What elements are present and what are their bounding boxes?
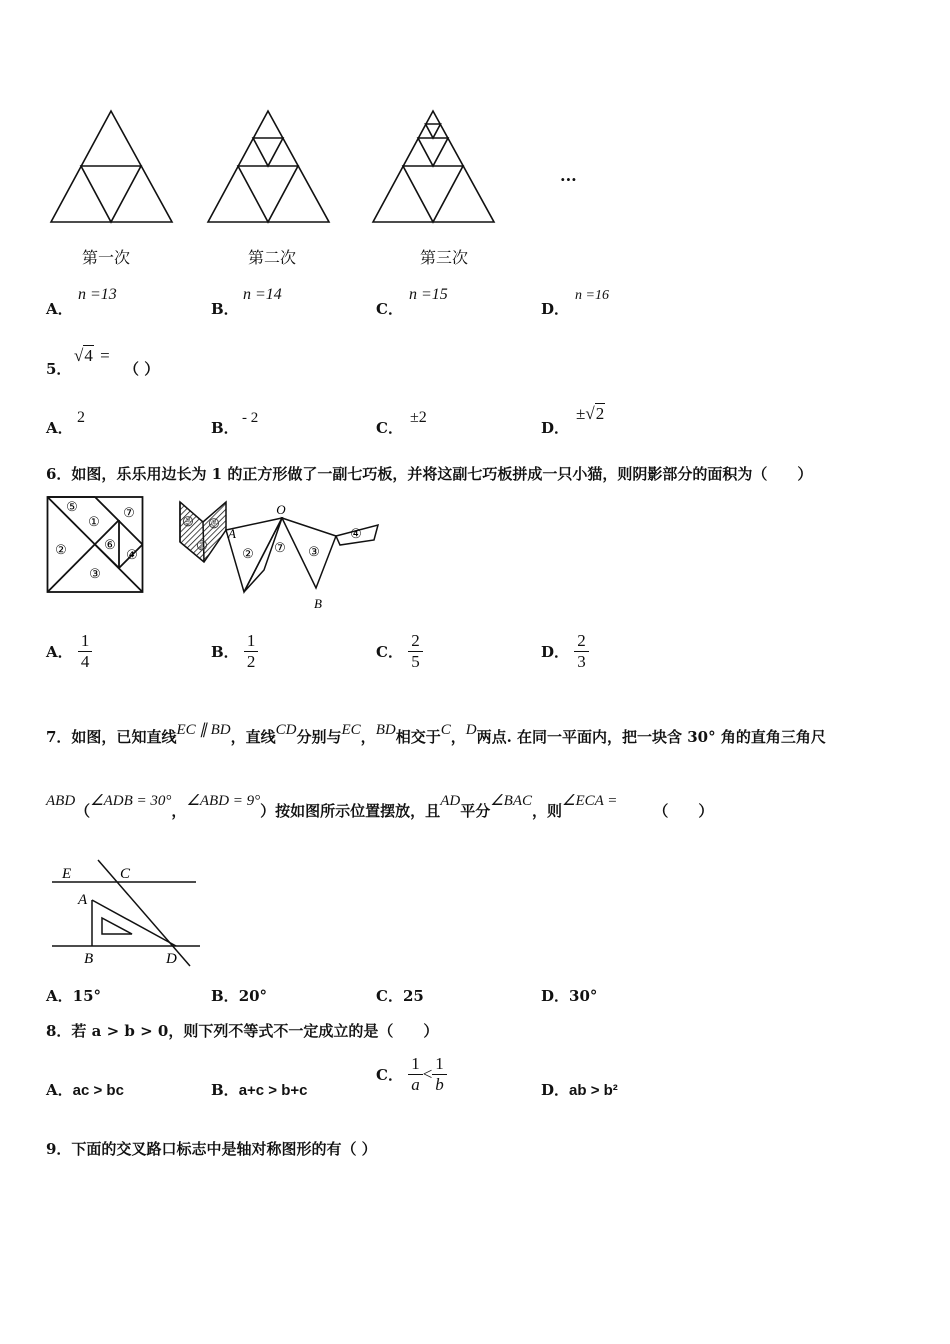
numerator: 1 <box>78 631 93 652</box>
square-label-2: ② <box>55 542 67 557</box>
math: ∠ECA = <box>562 793 618 809</box>
point-B: B <box>314 596 322 611</box>
q8-stem: 8．若 a > b > 0，则下列不等式不一定成立的是（ ） <box>46 1022 439 1040</box>
q4-option-b[interactable] <box>211 298 239 319</box>
q5-option-d[interactable] <box>541 417 569 438</box>
label-A: A <box>78 892 88 908</box>
option-letter: A． <box>46 1081 73 1099</box>
less-than: < <box>422 1064 433 1084</box>
cat-label-3: ③ <box>308 544 320 559</box>
q5-option-d-value <box>576 404 605 424</box>
q7-stem-line-1 <box>46 722 826 747</box>
fraction <box>408 631 423 672</box>
q4-option-d-value: n =16 <box>575 288 609 303</box>
q6-option-d[interactable] <box>541 631 589 672</box>
text: ， <box>360 728 376 746</box>
option-text: ac > bc <box>72 1082 124 1099</box>
q6-option-a[interactable] <box>46 631 92 672</box>
math: EC <box>341 722 361 738</box>
option-letter: A． <box>46 987 73 1005</box>
label-D: D <box>166 951 177 967</box>
q6-stem: 6．如图，乐乐用边长为 1 的正方形做了一副七巧板，并将这副七巧板拼成一只小猫，则阴影部分的面积为（ ） <box>46 465 813 483</box>
q7-option-b[interactable] <box>211 985 267 1006</box>
q5-option-b[interactable] <box>211 417 239 438</box>
text: 平分 <box>460 802 491 820</box>
fraction <box>574 631 589 672</box>
q5-radicand: 4 <box>84 346 93 365</box>
q7-option-a[interactable] <box>46 985 101 1006</box>
q9-stem: 9．下面的交叉路口标志中是轴对称图形的有（ ） <box>46 1140 377 1158</box>
denominator: 5 <box>411 652 420 671</box>
label-C: C <box>120 866 131 882</box>
tangram-square <box>46 494 146 594</box>
cat-label-2: ② <box>242 546 254 561</box>
denominator: 4 <box>80 652 90 671</box>
q5-equals: = <box>100 346 110 365</box>
math: ∠ADB = 30° <box>90 793 172 809</box>
option-letter: A． <box>46 419 73 437</box>
fraction-1-over-a <box>408 1054 423 1095</box>
option-letter: C． <box>376 1066 403 1084</box>
q5-number: 5． <box>46 360 72 378</box>
square-label-7: ⑦ <box>123 505 135 520</box>
numerator: 2 <box>408 631 423 652</box>
math: CD <box>275 722 297 738</box>
text: （ ） <box>653 802 714 820</box>
q6-option-b[interactable] <box>211 631 258 672</box>
option-letter: B． <box>211 1081 239 1099</box>
q4-option-b-value: n =14 <box>243 286 282 303</box>
math: D <box>465 722 477 738</box>
caption-second: 第二次 <box>248 248 297 267</box>
point-O: O <box>276 502 286 517</box>
text: ， <box>171 802 187 820</box>
text: ，直线 <box>230 728 276 746</box>
numerator: 1 <box>408 1054 423 1075</box>
math: ABD <box>46 793 76 809</box>
q8-option-d[interactable] <box>541 1079 618 1100</box>
q5-paren: （ ） <box>124 360 160 378</box>
q5-option-a[interactable] <box>46 417 73 438</box>
text: （ <box>75 802 91 820</box>
option-letter: C． <box>376 643 403 661</box>
option-letter: D． <box>541 643 570 661</box>
plus-minus: ± <box>576 404 586 423</box>
q8-option-a[interactable] <box>46 1079 124 1100</box>
q4-option-c[interactable] <box>376 298 403 319</box>
numerator: 1 <box>432 1054 447 1075</box>
cat-label-1: ① <box>196 538 208 553</box>
q8-option-b[interactable] <box>211 1079 308 1100</box>
q7-option-c[interactable] <box>376 985 424 1006</box>
square-label-6: ⑥ <box>104 537 116 552</box>
square-label-4: ④ <box>126 547 138 562</box>
option-letter: D． <box>541 1081 570 1099</box>
option-text: ab > b² <box>569 1082 618 1099</box>
numerator: 1 <box>244 631 259 652</box>
q4-option-d[interactable] <box>541 298 569 319</box>
math: BD <box>375 722 396 738</box>
text: 相交于 <box>395 728 441 746</box>
text: 两点. 在同一平面内，把一块含 30° 角的直角三角尺 <box>476 728 826 746</box>
fraction <box>244 631 259 672</box>
q4-option-c-value: n =15 <box>409 286 448 303</box>
triangle-figure-3 <box>370 108 500 228</box>
radicand: 2 <box>595 404 605 423</box>
option-letter: C． <box>376 987 403 1005</box>
sqrt-symbol: √ <box>585 404 595 423</box>
option-letter: B． <box>211 419 239 437</box>
option-letter: D． <box>541 987 570 1005</box>
q5-option-c-value: ±2 <box>410 409 427 426</box>
math: EC ∥ BD <box>176 722 231 738</box>
q7-figure <box>48 858 208 968</box>
option-letter: B． <box>211 987 239 1005</box>
option-letter: A． <box>46 643 73 661</box>
option-letter: B． <box>211 643 239 661</box>
q8-option-c[interactable] <box>376 1054 447 1095</box>
denominator: a <box>411 1075 420 1094</box>
q7-option-d[interactable] <box>541 985 597 1006</box>
fraction-1-over-b <box>432 1054 447 1095</box>
q5-expression <box>74 346 110 366</box>
math: ∠BAC <box>490 793 532 809</box>
cat-label-6: ⑥ <box>208 516 220 531</box>
text: ）按如图所示位置摆放，且 <box>260 802 441 820</box>
math: ∠ABD = 9° <box>186 793 261 809</box>
cat-label-5: ⑤ <box>182 514 194 529</box>
ellipsis: ... <box>560 166 577 185</box>
tangram-cat <box>178 500 378 612</box>
square-label-5: ⑤ <box>66 499 78 514</box>
math: C <box>440 722 451 738</box>
text: ，则 <box>531 802 562 820</box>
denominator: 3 <box>577 652 586 671</box>
option-letter: D． <box>541 419 570 437</box>
q7-stem-line-2 <box>46 793 714 821</box>
square-label-1: ① <box>88 514 100 529</box>
sqrt-symbol: √ <box>74 346 84 365</box>
q5-option-c[interactable] <box>376 417 403 438</box>
option-letter: A． <box>46 300 73 318</box>
denominator: b <box>435 1075 444 1094</box>
denominator: 2 <box>246 652 256 671</box>
q4-option-a[interactable] <box>46 298 73 319</box>
triangle-figure-1 <box>48 108 178 228</box>
option-text: 30° <box>569 987 598 1005</box>
label-E: E <box>62 866 72 882</box>
option-letter: D． <box>541 300 570 318</box>
option-letter: C． <box>376 300 403 318</box>
math: AD <box>440 793 461 809</box>
caption-first: 第一次 <box>82 248 131 267</box>
cat-label-4: ④ <box>350 526 362 541</box>
q4-option-a-value: n =13 <box>78 286 117 303</box>
fraction <box>78 631 93 672</box>
point-A: A <box>228 526 236 541</box>
cat-label-7: ⑦ <box>274 540 286 555</box>
option-text: 15° <box>72 987 102 1005</box>
option-letter: B． <box>211 300 239 318</box>
option-letter: C． <box>376 419 403 437</box>
option-text: a+c > b+c <box>238 1082 308 1099</box>
option-text: 20° <box>238 987 268 1005</box>
text: ， <box>450 728 466 746</box>
q6-option-c[interactable] <box>376 631 423 672</box>
text: 分别与 <box>296 728 342 746</box>
q5-option-a-value: 2 <box>77 409 85 426</box>
label-B: B <box>84 951 94 967</box>
numerator: 2 <box>574 631 589 652</box>
triangle-figure-2 <box>205 108 335 228</box>
square-label-3: ③ <box>89 566 101 581</box>
q5-option-b-value: - 2 <box>242 410 259 426</box>
text: 7．如图，已知直线 <box>46 728 177 746</box>
option-text: 25 <box>402 987 424 1005</box>
caption-third: 第三次 <box>420 248 469 267</box>
